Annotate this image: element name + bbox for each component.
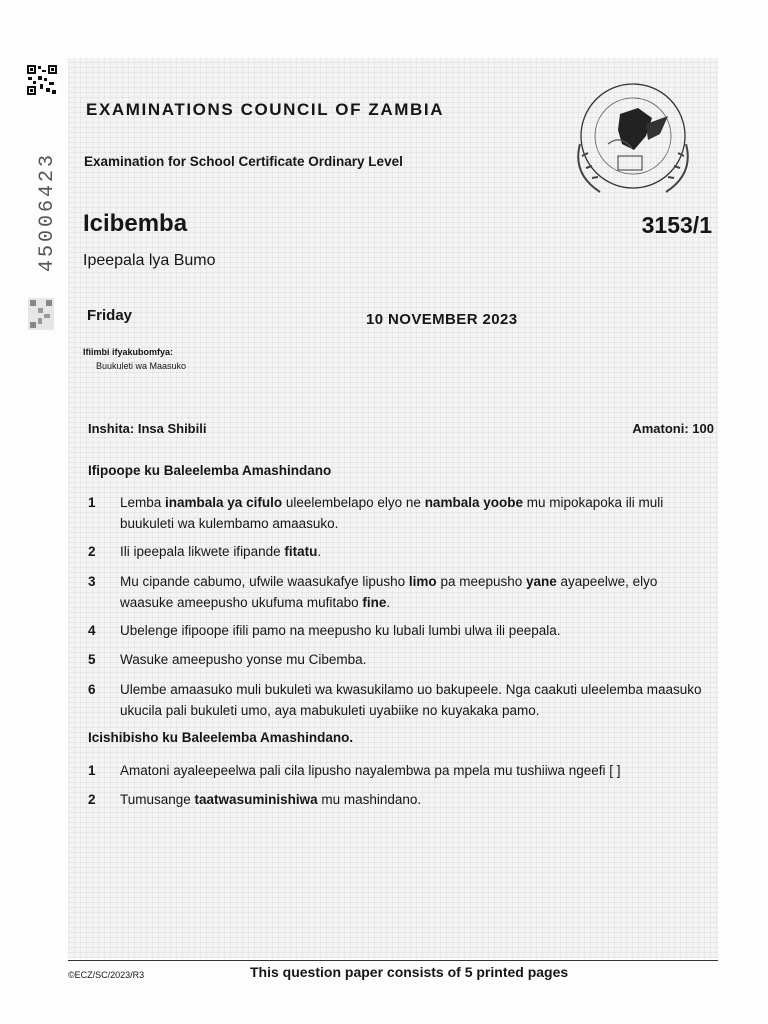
information-item: 1 Amatoni ayaleepeelwa pali cila lipusho nayalembwa pa mpela mu tushiiwa ngeefi [ ] [88, 763, 621, 778]
instruction-item: 4 Ubelenge ifipoope ifili pamo na meepusho ku lubali lumbi ulwa ili peepala. [88, 623, 561, 638]
information-item: 2 Tumusange taatwasuminishiwa mu mashindano. [88, 792, 422, 807]
instruction-item: 6 Ulembe amaasuko muli bukuleti wa kwasukilamo uo bakupeele. Nga caakuti uleelemba maasuko ukucila pali bukuleti umo, aya mabukuleti uyabiike no kuyakaka pamo. [88, 682, 702, 718]
subject-title: Icibemba [83, 210, 188, 237]
barcode-icon [28, 298, 54, 330]
instruction-item: 3 Mu cipande cabumo, ufwile waasukafye lipusho limo pa meepusho yane ayapeelwe, elyo waasuke ameepusho ukufuma mufitabo fine. [88, 574, 658, 610]
page-count-note: This question paper consists of 5 printed pages [250, 964, 569, 980]
total-marks: Amatoni: 100 [632, 421, 714, 436]
council-seal-icon [560, 74, 710, 204]
qr-code-icon [26, 64, 58, 96]
exam-day: Friday [87, 307, 133, 324]
serial-number [12, 120, 62, 280]
exam-date: 10 NOVEMBER 2023 [366, 311, 518, 328]
instruction-item: 5 Wasuke ameepusho yonse mu Cibemba. [88, 652, 367, 667]
instruction-item: 1 Lemba inambala ya cifulo uleelembelapo elyo ne nambala yoobe mu mipokapoka ili muli buukuleti wa kulembamo amaasuko. [88, 495, 664, 531]
instructions-heading: Ifipoope ku Baleelemba Amashindano [88, 463, 332, 478]
information-heading: Icishibisho ku Baleelemba Amashindano. [88, 730, 354, 745]
exam-time: Inshita: Insa Shibili [88, 421, 207, 436]
paper-code: 3153/1 [641, 212, 712, 238]
svg-text:45006423: 45006423 [36, 151, 59, 272]
copyright-code: ©ECZ/SC/2023/R3 [68, 970, 145, 980]
footer-divider [68, 960, 718, 961]
council-name: EXAMINATIONS COUNCIL OF ZAMBIA [86, 100, 445, 119]
instruction-item: 2 Ili ipeepala likwete ifipande fitatu. [88, 544, 322, 559]
materials-item: Buukuleti wa Maasuko [96, 361, 187, 371]
materials-heading: Ifiimbi ifyakubomfya: [83, 347, 174, 357]
paper-name: Ipeepala lya Bumo [83, 252, 216, 269]
exam-level: Examination for School Certificate Ordinary Level [84, 154, 403, 169]
